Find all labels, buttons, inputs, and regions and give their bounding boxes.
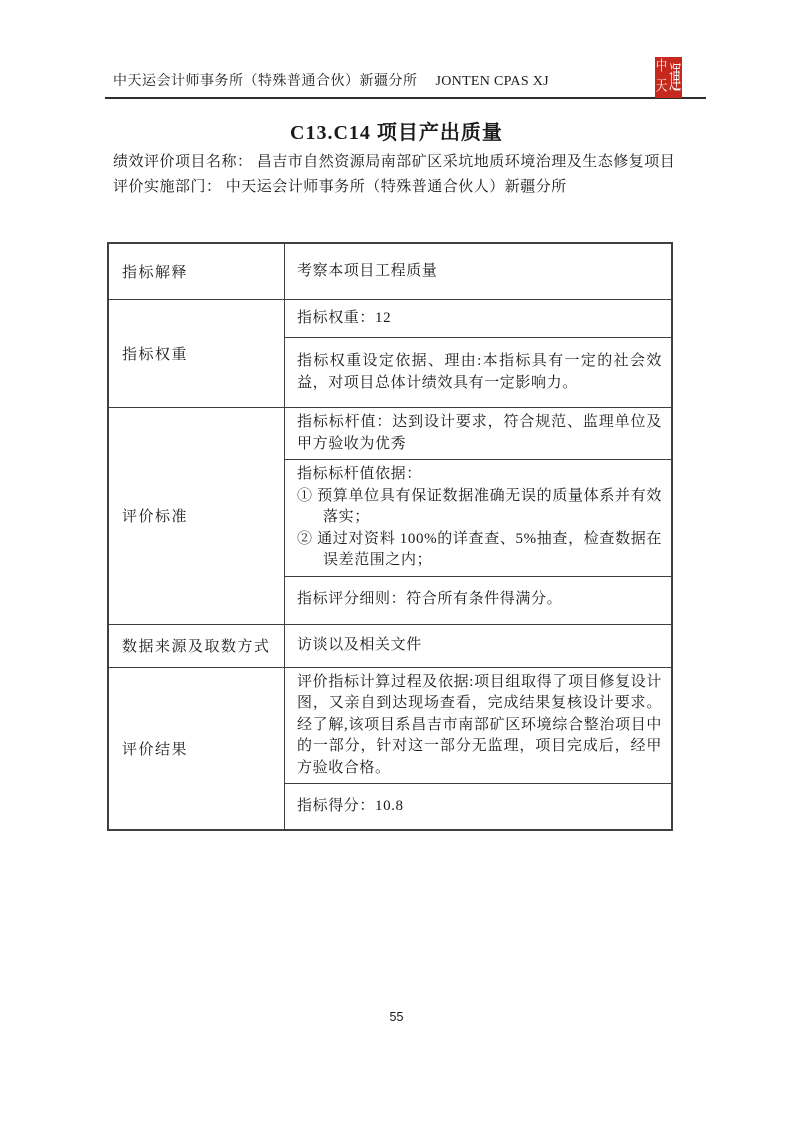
table-row-indicator-explanation	[109, 244, 671, 300]
page-number: 55	[389, 1010, 404, 1024]
cell-indicator-weight-value: 指标权重：12	[285, 300, 671, 338]
cell-indicator-explanation: 考察本项目工程质量	[297, 262, 438, 279]
firm-name-en: JONTEN CPAS XJ	[435, 74, 549, 89]
evaluation-department-line	[113, 175, 681, 200]
row-label-evaluation-result: 评价结果	[109, 668, 285, 830]
table-row-evaluation-criteria	[109, 408, 671, 625]
firm-name-cn: 中天运会计师事务所（特殊普通合伙）新疆分所	[113, 74, 418, 89]
cell-benchmark-basis: 指标标杆值依据： ① 预算单位具有保证数据准确无误的质量体系并有效落实； ② 通过对资料 100%的详查查、5%抽查，检查数据在误差范围之内；	[285, 460, 671, 577]
evaluation-department-label: 评价实施部门：	[113, 178, 226, 195]
table-row-data-source	[109, 625, 671, 668]
page-title: C13.C14 项目产出质量	[290, 122, 503, 144]
seal-left-column	[655, 57, 669, 98]
page-header	[105, 70, 706, 99]
seal-char-right: 運	[669, 59, 682, 96]
table-row-indicator-weight	[109, 300, 671, 408]
project-name-value: 昌吉市自然资源局南部矿区采坑地质环境治理及生态修复项目	[256, 154, 676, 170]
company-seal-stamp	[655, 57, 682, 98]
cell-data-source: 访谈以及相关文件	[297, 636, 422, 653]
row-label-evaluation-criteria: 评价标准	[109, 408, 285, 624]
project-name-line	[113, 150, 681, 175]
cell-evaluation-process: 评价指标计算过程及依据:项目组取得了项目修复设计图，又亲自到达现场查看，完成结果复核设计要求。经了解,该项目系昌吉市南部矿区环境综合整治项目中的一部分，针对这一部分无监理，项目完成后，经甲方验收合格。	[285, 668, 671, 785]
indicator-table	[107, 242, 673, 831]
seal-right-column	[669, 57, 683, 98]
cell-benchmark-value: 指标标杆值：达到设计要求，符合规范、监理单位及甲方验收为优秀	[285, 408, 671, 460]
cell-indicator-weight-basis: 指标权重设定依据、理由:本指标具有一定的社会效益，对项目总体计绩效具有一定影响力。	[297, 353, 662, 391]
row-label-indicator-explanation: 指标解释	[109, 244, 285, 299]
intro-block	[113, 150, 681, 199]
seal-char-top-left: 中	[655, 58, 668, 75]
row-label-data-source: 数据来源及取数方式	[109, 625, 285, 667]
row-label-indicator-weight: 指标权重	[109, 300, 285, 407]
cell-scoring-rule: 指标评分细则：符合所有条件得满分。	[297, 591, 563, 608]
seal-char-bottom-left: 天	[655, 79, 668, 95]
project-name-label: 绩效评价项目名称：	[113, 154, 257, 170]
table-row-evaluation-result	[109, 668, 671, 830]
cell-indicator-score: 指标得分：10.8	[297, 797, 404, 814]
evaluation-department-value: 中天运会计师事务所（特殊普通合伙人）新疆分所	[225, 178, 567, 195]
